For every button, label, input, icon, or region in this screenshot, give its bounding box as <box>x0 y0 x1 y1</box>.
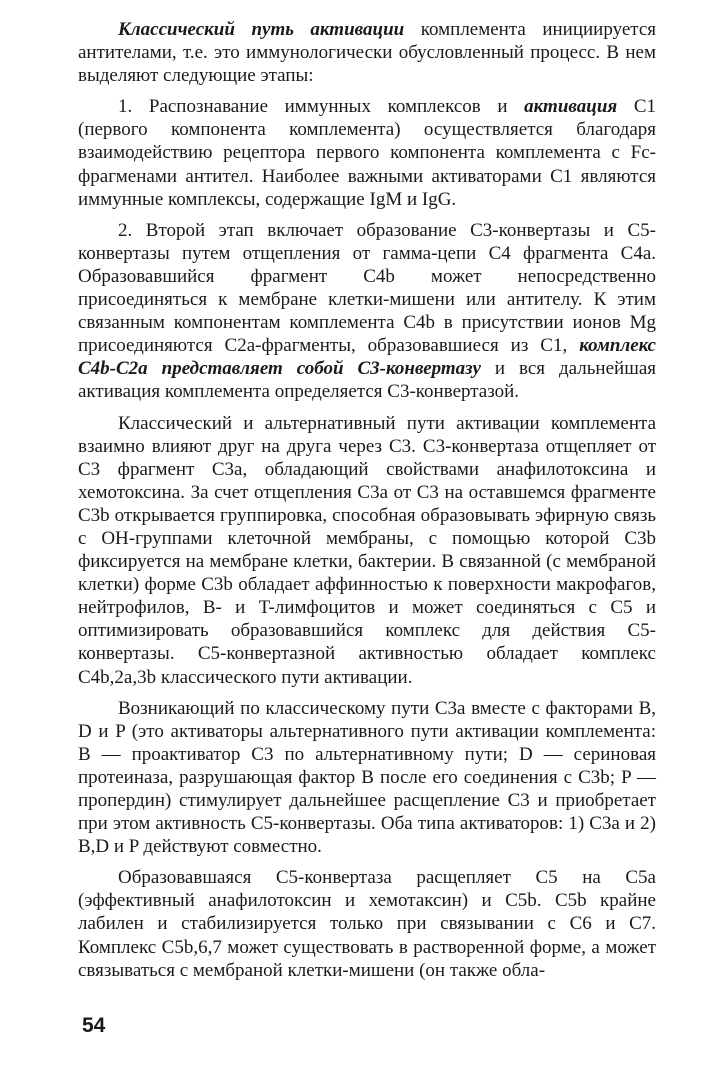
text-run: 2. Второй этап включает образование C3-конвертазы и C5-конвертазы путем отщепления от гамма-цепи C4 фрагмента C4a. Образовавшийся фрагмент C4b может непосредственно присоединяться к мембране клетки-мишени или антителу. К этим связанным компонентам комплемента C4b в присутствии ионов Mg присоединяются C2a-фрагменты, образовавшиеся из C1, <box>78 219 656 357</box>
text-run: C1 (первого компонента комплемента) осуществляется благодаря взаимодействию рецептора первого компонента комплемента с Fc-фрагменами антител. Наиболее важными активаторами C1 являются иммунные комплексы, содержащие IgM и IgG. <box>78 96 656 210</box>
page-number: 54 <box>82 1014 106 1037</box>
paragraph-6 <box>78 866 656 981</box>
text-run: комплемента инициируется антителами, т.е. это иммунологически обусловленный процесс. В нем выделяют следующие этапы: <box>78 19 656 87</box>
paragraph-1 <box>78 18 656 87</box>
text-run: Возникающий по классическому пути C3a вместе с факторами B, D и P (это активаторы альтернативного пути активации комплемента: B — проактиватор C3 по альтернативному пути; D — сериновая протеиназа, разрушающая фактор B после его соединения с C3b; P — пропердин) стимулирует дальнейшее расщепление C3 и приобретает при этом активность C5-конвертазы. Оба типа активаторов: 1) C3a и 2) B,D и P действуют совместно. <box>78 697 656 858</box>
paragraph-2 <box>78 95 656 210</box>
term-c3-convertase: комплекс C4b-C2a представляет собой C3-конвертазу <box>78 335 656 380</box>
page-body <box>78 18 656 990</box>
term-classical-pathway: Классический путь активации <box>118 19 405 40</box>
paragraph-4 <box>78 412 656 689</box>
text-run: и вся дальнейшая активация комплемента определяется C3-конвертазой. <box>78 358 656 403</box>
text-run: 1. Распознавание иммунных комплексов и <box>118 96 525 118</box>
text-run: Образовавшаяся C5-конвертаза расщепляет C5 на C5a (эффективный анафилотоксин и хемотаксин) и C5b. C5b крайне лабилен и стабилизируется только при связывании с C6 и C7. Комплекс C5b,6,7 может существовать в растворенной форме, а может связываться с мембраной клетки-мишени (он также обла- <box>78 867 656 981</box>
paragraph-5 <box>78 697 656 859</box>
term-activation: активация <box>524 96 618 118</box>
paragraph-3 <box>78 219 656 404</box>
text-run: Классический и альтернативный пути активации комплемента взаимно влияют друг на друга через C3. C3-конвертаза отщепляет от C3 фрагмент C3a, обладающий свойствами анафилотоксина и хемотоксина. За счет отщепления C3a от C3 на оставшемся фрагменте C3b открывается группировка, способная образовывать эфирную связь с OH-группами клеточной мембраны, с помощью которой C3b фиксируется на мембране клетки, бактерии. В связанной (с мембраной клетки) форме C3b обладает аффинностью к поверхности макрофагов, нейтрофилов, B- и T-лимфоцитов и может соединяться с C5 и оптимизировать образовавшийся комплекс для действия C5-конвертазы. C5-конвертазной активностью обладает комплекс C4b,2a,3b классического пути активации. <box>78 412 656 688</box>
